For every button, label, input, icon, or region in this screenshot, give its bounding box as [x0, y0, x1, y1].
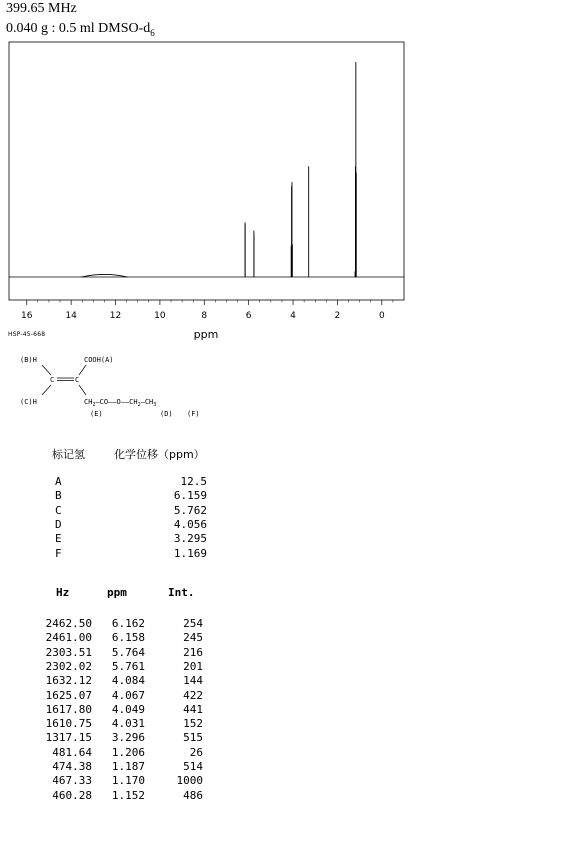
assignment-header-label: 标记氢	[52, 448, 85, 461]
bond-cooh	[79, 365, 86, 375]
peak-row	[38, 617, 208, 631]
peak-header-int: Int.	[168, 586, 195, 599]
sample-solvent-subscript: 6	[150, 27, 155, 38]
peak-ppm: 5.764	[111, 645, 145, 659]
peak-ppm: 6.162	[111, 617, 145, 630]
peak-row	[38, 731, 208, 745]
plot-frame	[9, 42, 404, 300]
peak-row	[38, 646, 208, 660]
peak-intensity: 422	[183, 688, 203, 702]
peak-intensity: 201	[183, 659, 203, 673]
sample-conditions-text: 0.040 g : 0.5 ml DMSO-d	[6, 21, 151, 36]
peak-ppm: 1.152	[111, 788, 145, 802]
x-tick-label: 8	[201, 311, 208, 321]
peak-intensity: 245	[183, 631, 203, 645]
peak-hz: 2303.51	[45, 645, 92, 659]
peak-row	[38, 717, 208, 731]
spectrometer-frequency: 399.65 MHz	[6, 1, 77, 16]
assignment-shift: 6.159	[173, 489, 207, 503]
chain-mid-sub: 2	[137, 402, 141, 408]
assignment-label: B	[55, 489, 62, 503]
peak-intensity: 144	[183, 674, 203, 688]
peak-row	[38, 703, 208, 717]
assignment-row	[50, 532, 210, 546]
x-tick-label: 6	[245, 311, 252, 321]
assignment-shift: 1.169	[173, 546, 207, 560]
assignment-label: C	[55, 503, 62, 517]
x-tick-label: 4	[290, 311, 296, 321]
x-tick-label: 0	[378, 311, 385, 321]
peak-hz: 1610.75	[45, 717, 92, 731]
peak-header-hz: Hz	[56, 586, 70, 599]
structure-label-e: (E)	[90, 410, 103, 418]
peak-ppm: 3.296	[111, 731, 145, 745]
structure-label-cooh: COOH(A)	[84, 356, 114, 364]
chain-ch3: —CH	[140, 398, 154, 406]
chain-middle: —CO——O——CH	[95, 398, 138, 406]
peak-intensity: 26	[189, 745, 203, 759]
peak-hz: 1317.15	[45, 731, 92, 745]
x-tick-label: 2	[334, 311, 341, 321]
x-tick-label: 10	[154, 311, 166, 321]
peak-intensity: 216	[183, 645, 203, 659]
structure-carbon-2: C	[75, 376, 80, 384]
assignment-shift: 3.295	[173, 532, 207, 546]
peak-intensity: 441	[183, 702, 203, 716]
assignment-shift: 12.5	[180, 475, 207, 488]
assignment-row	[50, 504, 210, 518]
peak-ppm: 4.031	[111, 717, 145, 731]
x-tick-label: 12	[109, 311, 122, 321]
assignment-row	[50, 475, 210, 489]
assignment-label: F	[55, 546, 62, 560]
peak-hz: 1617.80	[45, 702, 92, 716]
peak-hz: 460.28	[52, 788, 92, 802]
peak-row	[38, 746, 208, 760]
x-tick-label: 14	[65, 311, 77, 321]
assignment-header-shift: 化学位移（ppm）	[114, 448, 205, 461]
peak-ppm: 1.187	[111, 760, 145, 773]
catalog-id: HSP-45-668	[8, 331, 46, 338]
structure-label-f: (F)	[187, 410, 200, 418]
peak-intensity: 486	[183, 788, 203, 802]
assignment-shift: 4.056	[173, 517, 207, 531]
x-axis-label: ppm	[193, 328, 219, 341]
peak-row	[38, 774, 208, 788]
bond-c	[42, 385, 51, 395]
peak-hz: 2302.02	[45, 659, 92, 673]
peak-ppm: 4.049	[111, 702, 145, 716]
peak-hz: 2461.00	[45, 631, 92, 645]
chain-ch2: CH	[84, 398, 93, 406]
structure-label-c: (C)H	[20, 398, 37, 406]
assignment-label: E	[55, 532, 62, 546]
peak-ppm: 6.158	[111, 631, 145, 645]
peak-row	[38, 760, 208, 774]
peak-hz: 481.64	[52, 745, 92, 759]
structure-chain	[84, 398, 156, 408]
structure-carbon-1: C	[50, 376, 55, 384]
peak-intensity: 515	[183, 731, 203, 745]
chain-ch2-sub: 2	[92, 402, 96, 408]
peak-row	[38, 631, 208, 645]
bond-chain	[79, 385, 86, 395]
peak-header-ppm: ppm	[107, 586, 127, 599]
peak-intensity: 254	[183, 617, 203, 630]
assignment-row	[50, 489, 210, 503]
peak-ppm: 1.206	[111, 745, 145, 759]
peak-intensity: 514	[183, 760, 203, 773]
peak-intensity: 152	[183, 717, 203, 731]
peak-row	[38, 689, 208, 703]
assignment-shift: 5.762	[173, 503, 207, 517]
peak-hz: 2462.50	[45, 617, 92, 630]
peak-row	[38, 660, 208, 674]
structure-label-b: (B)H	[20, 356, 37, 364]
peak-intensity: 1000	[176, 774, 203, 788]
peak-row	[38, 789, 208, 803]
peak-hz: 1625.07	[45, 688, 92, 702]
assignment-row	[50, 518, 210, 532]
peak-ppm: 4.084	[111, 674, 145, 688]
x-tick-label: 16	[21, 311, 33, 321]
assignment-label: A	[55, 475, 62, 488]
nmr-spectrum-chart	[0, 38, 420, 343]
peak-ppm: 1.170	[111, 774, 145, 788]
peak-hz: 467.33	[52, 774, 92, 788]
structure-label-d: (D)	[160, 410, 173, 418]
peak-hz: 1632.12	[45, 674, 92, 688]
molecular-structure	[14, 350, 214, 422]
assignment-row	[50, 547, 210, 561]
bond-b	[42, 365, 51, 375]
peak-ppm: 4.067	[111, 688, 145, 702]
peak-row	[38, 674, 208, 688]
peak-ppm: 5.761	[111, 659, 145, 673]
assignment-label: D	[55, 517, 62, 531]
sample-conditions	[6, 21, 155, 38]
chain-ch3-sub: 3	[153, 402, 157, 408]
peak-hz: 474.38	[52, 760, 92, 773]
